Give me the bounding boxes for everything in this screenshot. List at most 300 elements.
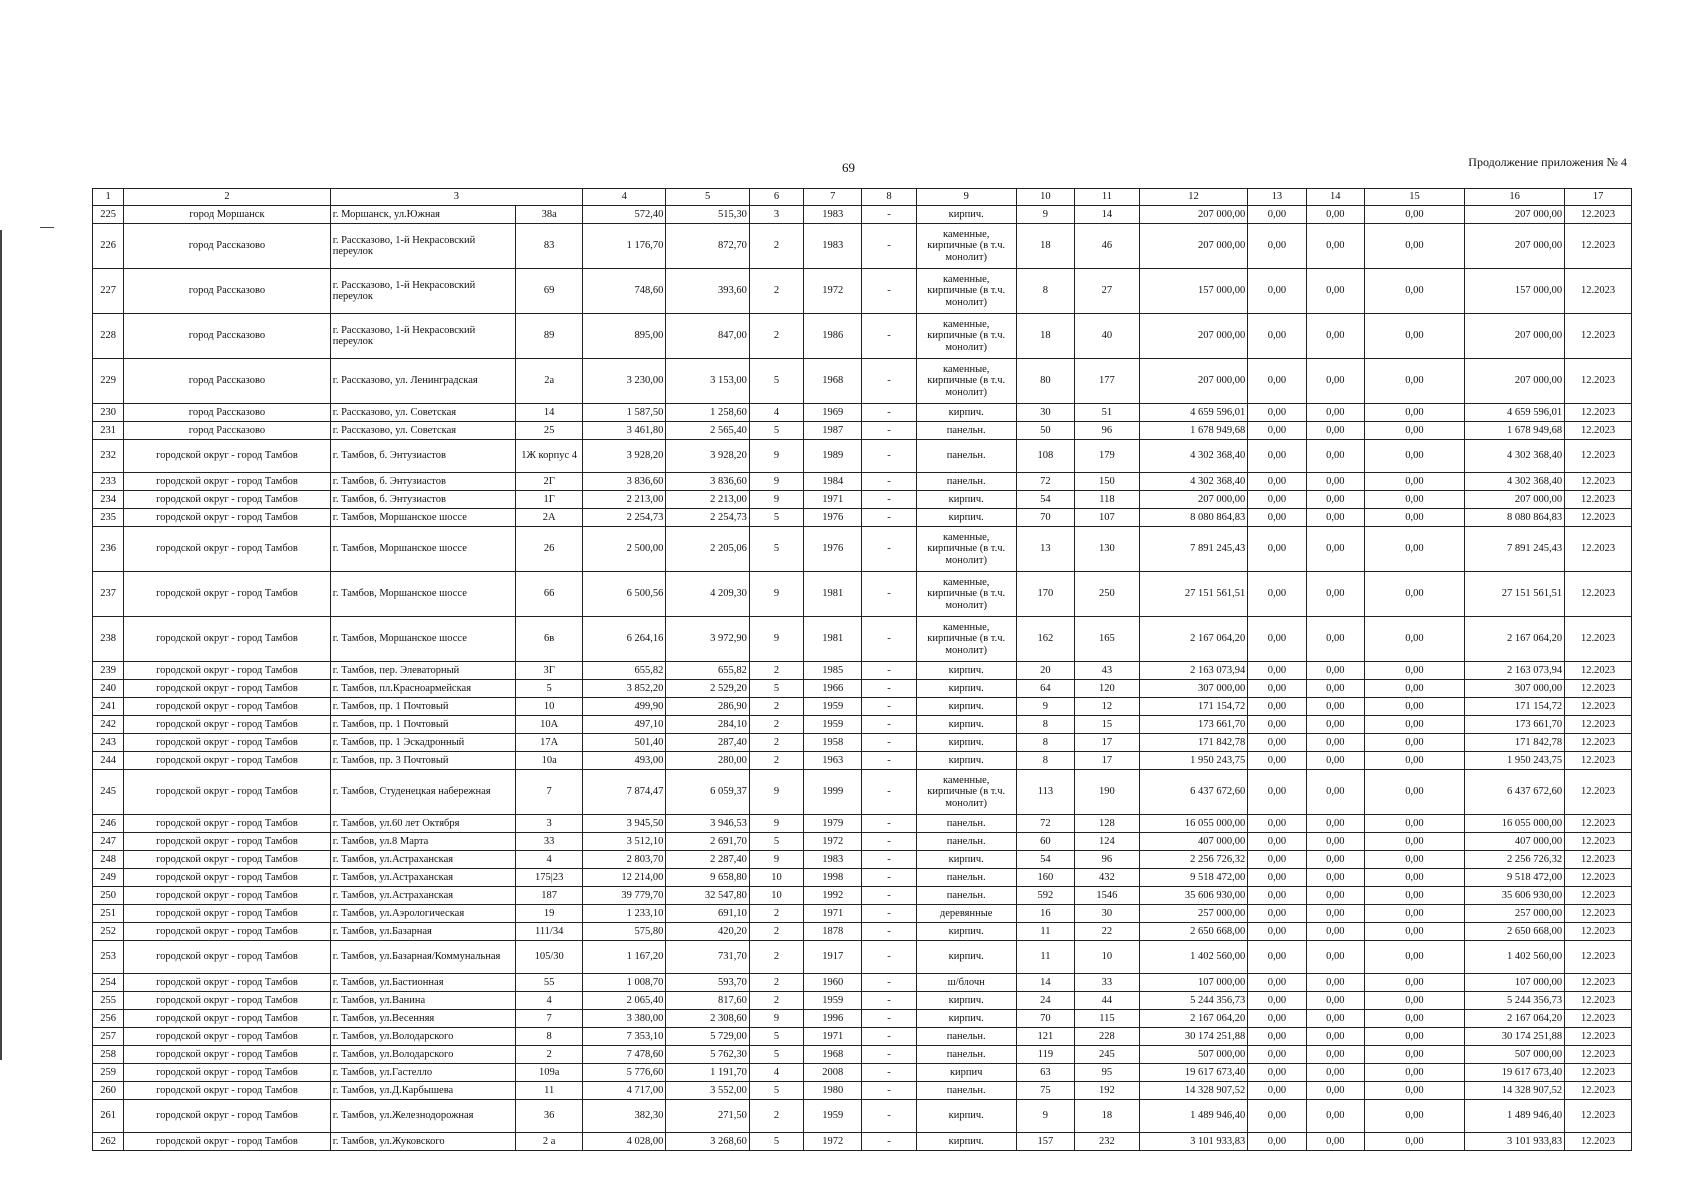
cell-deadline: 12.2023 — [1565, 224, 1632, 269]
cell-cost-total: 35 606 930,00 — [1139, 887, 1247, 905]
cell-house-number: 66 — [516, 572, 583, 617]
cell-residents: 190 — [1075, 770, 1140, 815]
cell-residents: 17 — [1075, 734, 1140, 752]
cell-deadline: 12.2023 — [1565, 359, 1632, 404]
cell-cost-budget: 0,00 — [1306, 869, 1364, 887]
cell-row-number: 239 — [93, 662, 124, 680]
cell-apartments: 9 — [1016, 206, 1074, 224]
cell-residents: 96 — [1075, 851, 1140, 869]
cell-house-number: 33 — [516, 833, 583, 851]
cell-living-area: 4 209,30 — [666, 572, 749, 617]
cell-address: г. Тамбов, ул.Астраханская — [330, 851, 516, 869]
column-header-7: 7 — [804, 189, 862, 206]
cell-year-built: 1972 — [804, 833, 862, 851]
cell-cost-fund: 0,00 — [1248, 869, 1306, 887]
cell-residents: 30 — [1075, 905, 1140, 923]
cell-total-area: 1 176,70 — [583, 224, 666, 269]
cell-living-area: 1 191,70 — [666, 1064, 749, 1082]
cell-address: г. Тамбов, пр. 1 Почтовый — [330, 716, 516, 734]
cell-row-number: 262 — [93, 1133, 124, 1151]
cell-municipality: городской округ - город Тамбов — [124, 527, 330, 572]
cell-cost-budget: 0,00 — [1306, 404, 1364, 422]
cell-cost-budget: 0,00 — [1306, 440, 1364, 473]
cell-row-number: 227 — [93, 269, 124, 314]
cell-wall-material: каменные, кирпичные (в т.ч. монолит) — [916, 572, 1016, 617]
cell-floors: 9 — [749, 572, 803, 617]
cell-row-number: 234 — [93, 491, 124, 509]
cell-year-renovated: - — [862, 974, 916, 992]
cell-total-area: 3 461,80 — [583, 422, 666, 440]
cell-cost-fund: 0,00 — [1248, 833, 1306, 851]
cell-year-renovated: - — [862, 716, 916, 734]
cell-residents: 165 — [1075, 617, 1140, 662]
cell-house-number: 4 — [516, 851, 583, 869]
cell-wall-material: кирпич. — [916, 698, 1016, 716]
cell-wall-material: панельн. — [916, 1046, 1016, 1064]
cell-cost-fund: 0,00 — [1248, 473, 1306, 491]
column-header-10: 10 — [1016, 189, 1074, 206]
cell-row-number: 226 — [93, 224, 124, 269]
cell-cost-owners: 2 163 073,94 — [1465, 662, 1565, 680]
table-row — [93, 905, 1632, 923]
cell-cost-total: 7 891 245,43 — [1139, 527, 1247, 572]
cell-cost-owners: 207 000,00 — [1465, 224, 1565, 269]
cell-cost-budget: 0,00 — [1306, 716, 1364, 734]
cell-living-area: 2 691,70 — [666, 833, 749, 851]
table-row — [93, 923, 1632, 941]
cell-cost-local: 0,00 — [1364, 851, 1464, 869]
cell-row-number: 240 — [93, 680, 124, 698]
cell-year-renovated: - — [862, 869, 916, 887]
cell-address: г. Тамбов, пр. 1 Почтовый — [330, 698, 516, 716]
cell-row-number: 241 — [93, 698, 124, 716]
cell-apartments: 16 — [1016, 905, 1074, 923]
cell-row-number: 244 — [93, 752, 124, 770]
cell-municipality: городской округ - город Тамбов — [124, 974, 330, 992]
cell-deadline: 12.2023 — [1565, 440, 1632, 473]
cell-cost-fund: 0,00 — [1248, 1028, 1306, 1046]
cell-cost-owners: 6 437 672,60 — [1465, 770, 1565, 815]
cell-address: г. Тамбов, ул.Ванина — [330, 992, 516, 1010]
cell-house-number: 3Г — [516, 662, 583, 680]
cell-cost-owners: 30 174 251,88 — [1465, 1028, 1565, 1046]
cell-cost-fund: 0,00 — [1248, 770, 1306, 815]
cell-cost-owners: 2 650 668,00 — [1465, 923, 1565, 941]
cell-municipality: городской округ - город Тамбов — [124, 491, 330, 509]
cell-total-area: 12 214,00 — [583, 869, 666, 887]
cell-year-built: 1959 — [804, 698, 862, 716]
cell-cost-owners: 19 617 673,40 — [1465, 1064, 1565, 1082]
cell-cost-local: 0,00 — [1364, 662, 1464, 680]
cell-municipality: городской округ - город Тамбов — [124, 887, 330, 905]
table-row — [93, 509, 1632, 527]
cell-cost-total: 207 000,00 — [1139, 359, 1247, 404]
cell-row-number: 255 — [93, 992, 124, 1010]
cell-cost-local: 0,00 — [1364, 887, 1464, 905]
cell-residents: 120 — [1075, 680, 1140, 698]
cell-year-renovated: - — [862, 680, 916, 698]
table-row — [93, 314, 1632, 359]
cell-cost-budget: 0,00 — [1306, 422, 1364, 440]
cell-house-number: 3 — [516, 815, 583, 833]
cell-cost-budget: 0,00 — [1306, 770, 1364, 815]
cell-residents: 179 — [1075, 440, 1140, 473]
cell-wall-material: кирпич. — [916, 662, 1016, 680]
cell-apartments: 80 — [1016, 359, 1074, 404]
cell-year-renovated: - — [862, 359, 916, 404]
cell-cost-total: 207 000,00 — [1139, 224, 1247, 269]
cell-row-number: 246 — [93, 815, 124, 833]
cell-house-number: 36 — [516, 1100, 583, 1133]
cell-apartments: 160 — [1016, 869, 1074, 887]
cell-municipality: городской округ - город Тамбов — [124, 815, 330, 833]
cell-cost-fund: 0,00 — [1248, 851, 1306, 869]
cell-year-built: 1959 — [804, 992, 862, 1010]
cell-wall-material: кирпич. — [916, 1100, 1016, 1133]
cell-floors: 9 — [749, 440, 803, 473]
cell-year-built: 1983 — [804, 224, 862, 269]
cell-floors: 2 — [749, 698, 803, 716]
cell-municipality: городской округ - город Тамбов — [124, 752, 330, 770]
cell-floors: 2 — [749, 314, 803, 359]
cell-cost-local: 0,00 — [1364, 440, 1464, 473]
cell-year-renovated: - — [862, 206, 916, 224]
cell-house-number: 83 — [516, 224, 583, 269]
cell-cost-total: 407 000,00 — [1139, 833, 1247, 851]
cell-apartments: 113 — [1016, 770, 1074, 815]
cell-apartments: 18 — [1016, 314, 1074, 359]
cell-living-area: 691,10 — [666, 905, 749, 923]
cell-house-number: 17А — [516, 734, 583, 752]
cell-year-built: 1976 — [804, 509, 862, 527]
cell-cost-budget: 0,00 — [1306, 698, 1364, 716]
cell-total-area: 655,82 — [583, 662, 666, 680]
cell-year-renovated: - — [862, 662, 916, 680]
cell-floors: 2 — [749, 734, 803, 752]
cell-wall-material: кирпич — [916, 1064, 1016, 1082]
cell-cost-owners: 5 244 356,73 — [1465, 992, 1565, 1010]
cell-address: г. Моршанск, ул.Южная — [330, 206, 516, 224]
cell-cost-local: 0,00 — [1364, 923, 1464, 941]
cell-year-built: 1960 — [804, 974, 862, 992]
cell-cost-owners: 14 328 907,52 — [1465, 1082, 1565, 1100]
cell-living-area: 731,70 — [666, 941, 749, 974]
column-header-5: 5 — [666, 189, 749, 206]
cell-apartments: 50 — [1016, 422, 1074, 440]
cell-house-number: 2Г — [516, 473, 583, 491]
cell-row-number: 248 — [93, 851, 124, 869]
cell-cost-fund: 0,00 — [1248, 974, 1306, 992]
table-row — [93, 869, 1632, 887]
cell-apartments: 24 — [1016, 992, 1074, 1010]
cell-municipality: городской округ - город Тамбов — [124, 662, 330, 680]
cell-total-area: 3 945,50 — [583, 815, 666, 833]
table-row — [93, 206, 1632, 224]
cell-year-renovated: - — [862, 617, 916, 662]
cell-deadline: 12.2023 — [1565, 491, 1632, 509]
cell-wall-material: кирпич. — [916, 680, 1016, 698]
table-row — [93, 359, 1632, 404]
cell-address: г. Тамбов, ул.Аэрологическая — [330, 905, 516, 923]
cell-year-built: 1979 — [804, 815, 862, 833]
cell-year-renovated: - — [862, 527, 916, 572]
cell-cost-total: 307 000,00 — [1139, 680, 1247, 698]
cell-residents: 15 — [1075, 716, 1140, 734]
cell-cost-local: 0,00 — [1364, 974, 1464, 992]
cell-living-area: 3 946,53 — [666, 815, 749, 833]
cell-total-area: 1 167,20 — [583, 941, 666, 974]
cell-apartments: 119 — [1016, 1046, 1074, 1064]
table-row — [93, 833, 1632, 851]
cell-year-renovated: - — [862, 224, 916, 269]
cell-house-number: 109а — [516, 1064, 583, 1082]
cell-row-number: 235 — [93, 509, 124, 527]
cell-address: г. Тамбов, Студенецкая набережная — [330, 770, 516, 815]
cell-deadline: 12.2023 — [1565, 314, 1632, 359]
cell-address: г. Тамбов, Моршанское шоссе — [330, 527, 516, 572]
cell-living-area: 32 547,80 — [666, 887, 749, 905]
cell-total-area: 895,00 — [583, 314, 666, 359]
column-header-3: 3 — [330, 189, 582, 206]
cell-apartments: 9 — [1016, 1100, 1074, 1133]
table-row — [93, 527, 1632, 572]
cell-living-area: 287,40 — [666, 734, 749, 752]
cell-cost-local: 0,00 — [1364, 752, 1464, 770]
cell-floors: 5 — [749, 359, 803, 404]
cell-cost-total: 2 650 668,00 — [1139, 923, 1247, 941]
column-header-13: 13 — [1248, 189, 1306, 206]
cell-residents: 51 — [1075, 404, 1140, 422]
cell-floors: 2 — [749, 662, 803, 680]
cell-cost-owners: 27 151 561,51 — [1465, 572, 1565, 617]
cell-cost-budget: 0,00 — [1306, 1046, 1364, 1064]
cell-cost-total: 1 402 560,00 — [1139, 941, 1247, 974]
cell-wall-material: кирпич. — [916, 992, 1016, 1010]
cell-living-area: 515,30 — [666, 206, 749, 224]
cell-residents: 43 — [1075, 662, 1140, 680]
cell-year-built: 1878 — [804, 923, 862, 941]
cell-living-area: 3 836,60 — [666, 473, 749, 491]
cell-municipality: город Моршанск — [124, 206, 330, 224]
cell-floors: 9 — [749, 1010, 803, 1028]
cell-apartments: 70 — [1016, 509, 1074, 527]
column-header-14: 14 — [1306, 189, 1364, 206]
cell-floors: 5 — [749, 1028, 803, 1046]
cell-cost-total: 30 174 251,88 — [1139, 1028, 1247, 1046]
cell-house-number: 7 — [516, 770, 583, 815]
cell-cost-local: 0,00 — [1364, 314, 1464, 359]
cell-wall-material: кирпич. — [916, 509, 1016, 527]
cell-year-built: 1986 — [804, 314, 862, 359]
cell-total-area: 3 380,00 — [583, 1010, 666, 1028]
cell-address: г. Тамбов, пр. 3 Почтовый — [330, 752, 516, 770]
cell-year-renovated: - — [862, 905, 916, 923]
cell-total-area: 493,00 — [583, 752, 666, 770]
cell-cost-total: 16 055 000,00 — [1139, 815, 1247, 833]
cell-floors: 9 — [749, 770, 803, 815]
cell-house-number: 105/30 — [516, 941, 583, 974]
cell-address: г. Тамбов, б. Энтузиастов — [330, 440, 516, 473]
cell-deadline: 12.2023 — [1565, 1064, 1632, 1082]
table-row — [93, 851, 1632, 869]
cell-year-renovated: - — [862, 1046, 916, 1064]
cell-year-built: 1992 — [804, 887, 862, 905]
cell-cost-total: 3 101 933,83 — [1139, 1133, 1247, 1151]
cell-cost-local: 0,00 — [1364, 473, 1464, 491]
cell-cost-budget: 0,00 — [1306, 923, 1364, 941]
cell-living-area: 2 308,60 — [666, 1010, 749, 1028]
cell-year-built: 1987 — [804, 422, 862, 440]
table-row — [93, 992, 1632, 1010]
table-row — [93, 974, 1632, 992]
cell-cost-local: 0,00 — [1364, 716, 1464, 734]
cell-cost-local: 0,00 — [1364, 698, 1464, 716]
cell-residents: 432 — [1075, 869, 1140, 887]
cell-apartments: 9 — [1016, 698, 1074, 716]
cell-apartments: 157 — [1016, 1133, 1074, 1151]
cell-total-area: 2 065,40 — [583, 992, 666, 1010]
cell-deadline: 12.2023 — [1565, 404, 1632, 422]
cell-cost-total: 27 151 561,51 — [1139, 572, 1247, 617]
cell-total-area: 39 779,70 — [583, 887, 666, 905]
cell-cost-budget: 0,00 — [1306, 1028, 1364, 1046]
cell-wall-material: кирпич. — [916, 851, 1016, 869]
cell-cost-owners: 3 101 933,83 — [1465, 1133, 1565, 1151]
cell-municipality: городской округ - город Тамбов — [124, 572, 330, 617]
cell-apartments: 121 — [1016, 1028, 1074, 1046]
cell-cost-local: 0,00 — [1364, 527, 1464, 572]
cell-cost-budget: 0,00 — [1306, 734, 1364, 752]
cell-row-number: 228 — [93, 314, 124, 359]
cell-cost-fund: 0,00 — [1248, 815, 1306, 833]
cell-row-number: 253 — [93, 941, 124, 974]
cell-wall-material: панельн. — [916, 869, 1016, 887]
table-row — [93, 887, 1632, 905]
cell-cost-local: 0,00 — [1364, 1133, 1464, 1151]
table-row — [93, 1046, 1632, 1064]
table-row — [93, 473, 1632, 491]
cell-municipality: городской округ - город Тамбов — [124, 716, 330, 734]
cell-deadline: 12.2023 — [1565, 815, 1632, 833]
cell-row-number: 242 — [93, 716, 124, 734]
cell-row-number: 229 — [93, 359, 124, 404]
cell-address: г. Рассказово, 1-й Некрасовский переулок — [330, 314, 516, 359]
cell-residents: 245 — [1075, 1046, 1140, 1064]
cell-municipality: город Рассказово — [124, 314, 330, 359]
cell-year-renovated: - — [862, 815, 916, 833]
cell-municipality: городской округ - город Тамбов — [124, 1046, 330, 1064]
cell-residents: 22 — [1075, 923, 1140, 941]
cell-total-area: 5 776,60 — [583, 1064, 666, 1082]
cell-apartments: 63 — [1016, 1064, 1074, 1082]
cell-row-number: 245 — [93, 770, 124, 815]
table-header — [93, 189, 1632, 206]
cell-total-area: 1 233,10 — [583, 905, 666, 923]
cell-cost-owners: 2 167 064,20 — [1465, 617, 1565, 662]
cell-floors: 2 — [749, 224, 803, 269]
table-row — [93, 572, 1632, 617]
cell-row-number: 243 — [93, 734, 124, 752]
cell-cost-budget: 0,00 — [1306, 662, 1364, 680]
cell-year-renovated: - — [862, 422, 916, 440]
cell-cost-local: 0,00 — [1364, 770, 1464, 815]
table-row — [93, 752, 1632, 770]
cell-year-renovated: - — [862, 752, 916, 770]
cell-deadline: 12.2023 — [1565, 1133, 1632, 1151]
cell-cost-local: 0,00 — [1364, 905, 1464, 923]
cell-apartments: 64 — [1016, 680, 1074, 698]
column-header-11: 11 — [1075, 189, 1140, 206]
cell-address: г. Тамбов, ул.Володарского — [330, 1046, 516, 1064]
cell-cost-owners: 157 000,00 — [1465, 269, 1565, 314]
cell-total-area: 499,90 — [583, 698, 666, 716]
cell-apartments: 13 — [1016, 527, 1074, 572]
cell-row-number: 247 — [93, 833, 124, 851]
cell-living-area: 280,00 — [666, 752, 749, 770]
cell-address: г. Тамбов, Моршанское шоссе — [330, 509, 516, 527]
cell-cost-total: 5 244 356,73 — [1139, 992, 1247, 1010]
cell-municipality: город Рассказово — [124, 359, 330, 404]
cell-cost-local: 0,00 — [1364, 422, 1464, 440]
cell-living-area: 3 928,20 — [666, 440, 749, 473]
column-header-8: 8 — [862, 189, 916, 206]
cell-municipality: городской округ - город Тамбов — [124, 698, 330, 716]
cell-total-area: 7 874,47 — [583, 770, 666, 815]
cell-living-area: 5 762,30 — [666, 1046, 749, 1064]
cell-cost-owners: 173 661,70 — [1465, 716, 1565, 734]
cell-year-built: 1968 — [804, 359, 862, 404]
cell-municipality: городской округ - город Тамбов — [124, 941, 330, 974]
cell-address: г. Тамбов, ул.Д.Карбышева — [330, 1082, 516, 1100]
cell-year-built: 1963 — [804, 752, 862, 770]
cell-floors: 9 — [749, 851, 803, 869]
cell-house-number: 2А — [516, 509, 583, 527]
cell-year-built: 1984 — [804, 473, 862, 491]
cell-row-number: 231 — [93, 422, 124, 440]
table-row — [93, 1100, 1632, 1133]
cell-residents: 95 — [1075, 1064, 1140, 1082]
column-header-1: 1 — [93, 189, 124, 206]
cell-deadline: 12.2023 — [1565, 974, 1632, 992]
cell-cost-fund: 0,00 — [1248, 923, 1306, 941]
table-row — [93, 698, 1632, 716]
cell-living-area: 9 658,80 — [666, 869, 749, 887]
table-row — [93, 1133, 1632, 1151]
cell-cost-budget: 0,00 — [1306, 491, 1364, 509]
cell-year-renovated: - — [862, 851, 916, 869]
cell-cost-local: 0,00 — [1364, 509, 1464, 527]
cell-total-area: 7 478,60 — [583, 1046, 666, 1064]
cell-floors: 2 — [749, 941, 803, 974]
cell-apartments: 72 — [1016, 815, 1074, 833]
cell-year-renovated: - — [862, 572, 916, 617]
cell-year-renovated: - — [862, 1082, 916, 1100]
cell-residents: 232 — [1075, 1133, 1140, 1151]
cell-total-area: 6 500,56 — [583, 572, 666, 617]
cell-wall-material: кирпич. — [916, 1010, 1016, 1028]
cell-year-renovated: - — [862, 491, 916, 509]
cell-wall-material: панельн. — [916, 422, 1016, 440]
cell-municipality: городской округ - город Тамбов — [124, 680, 330, 698]
cell-year-renovated: - — [862, 992, 916, 1010]
cell-residents: 177 — [1075, 359, 1140, 404]
cell-cost-fund: 0,00 — [1248, 359, 1306, 404]
cell-cost-budget: 0,00 — [1306, 206, 1364, 224]
cell-residents: 14 — [1075, 206, 1140, 224]
cell-cost-fund: 0,00 — [1248, 509, 1306, 527]
cell-year-renovated: - — [862, 833, 916, 851]
cell-residents: 10 — [1075, 941, 1140, 974]
